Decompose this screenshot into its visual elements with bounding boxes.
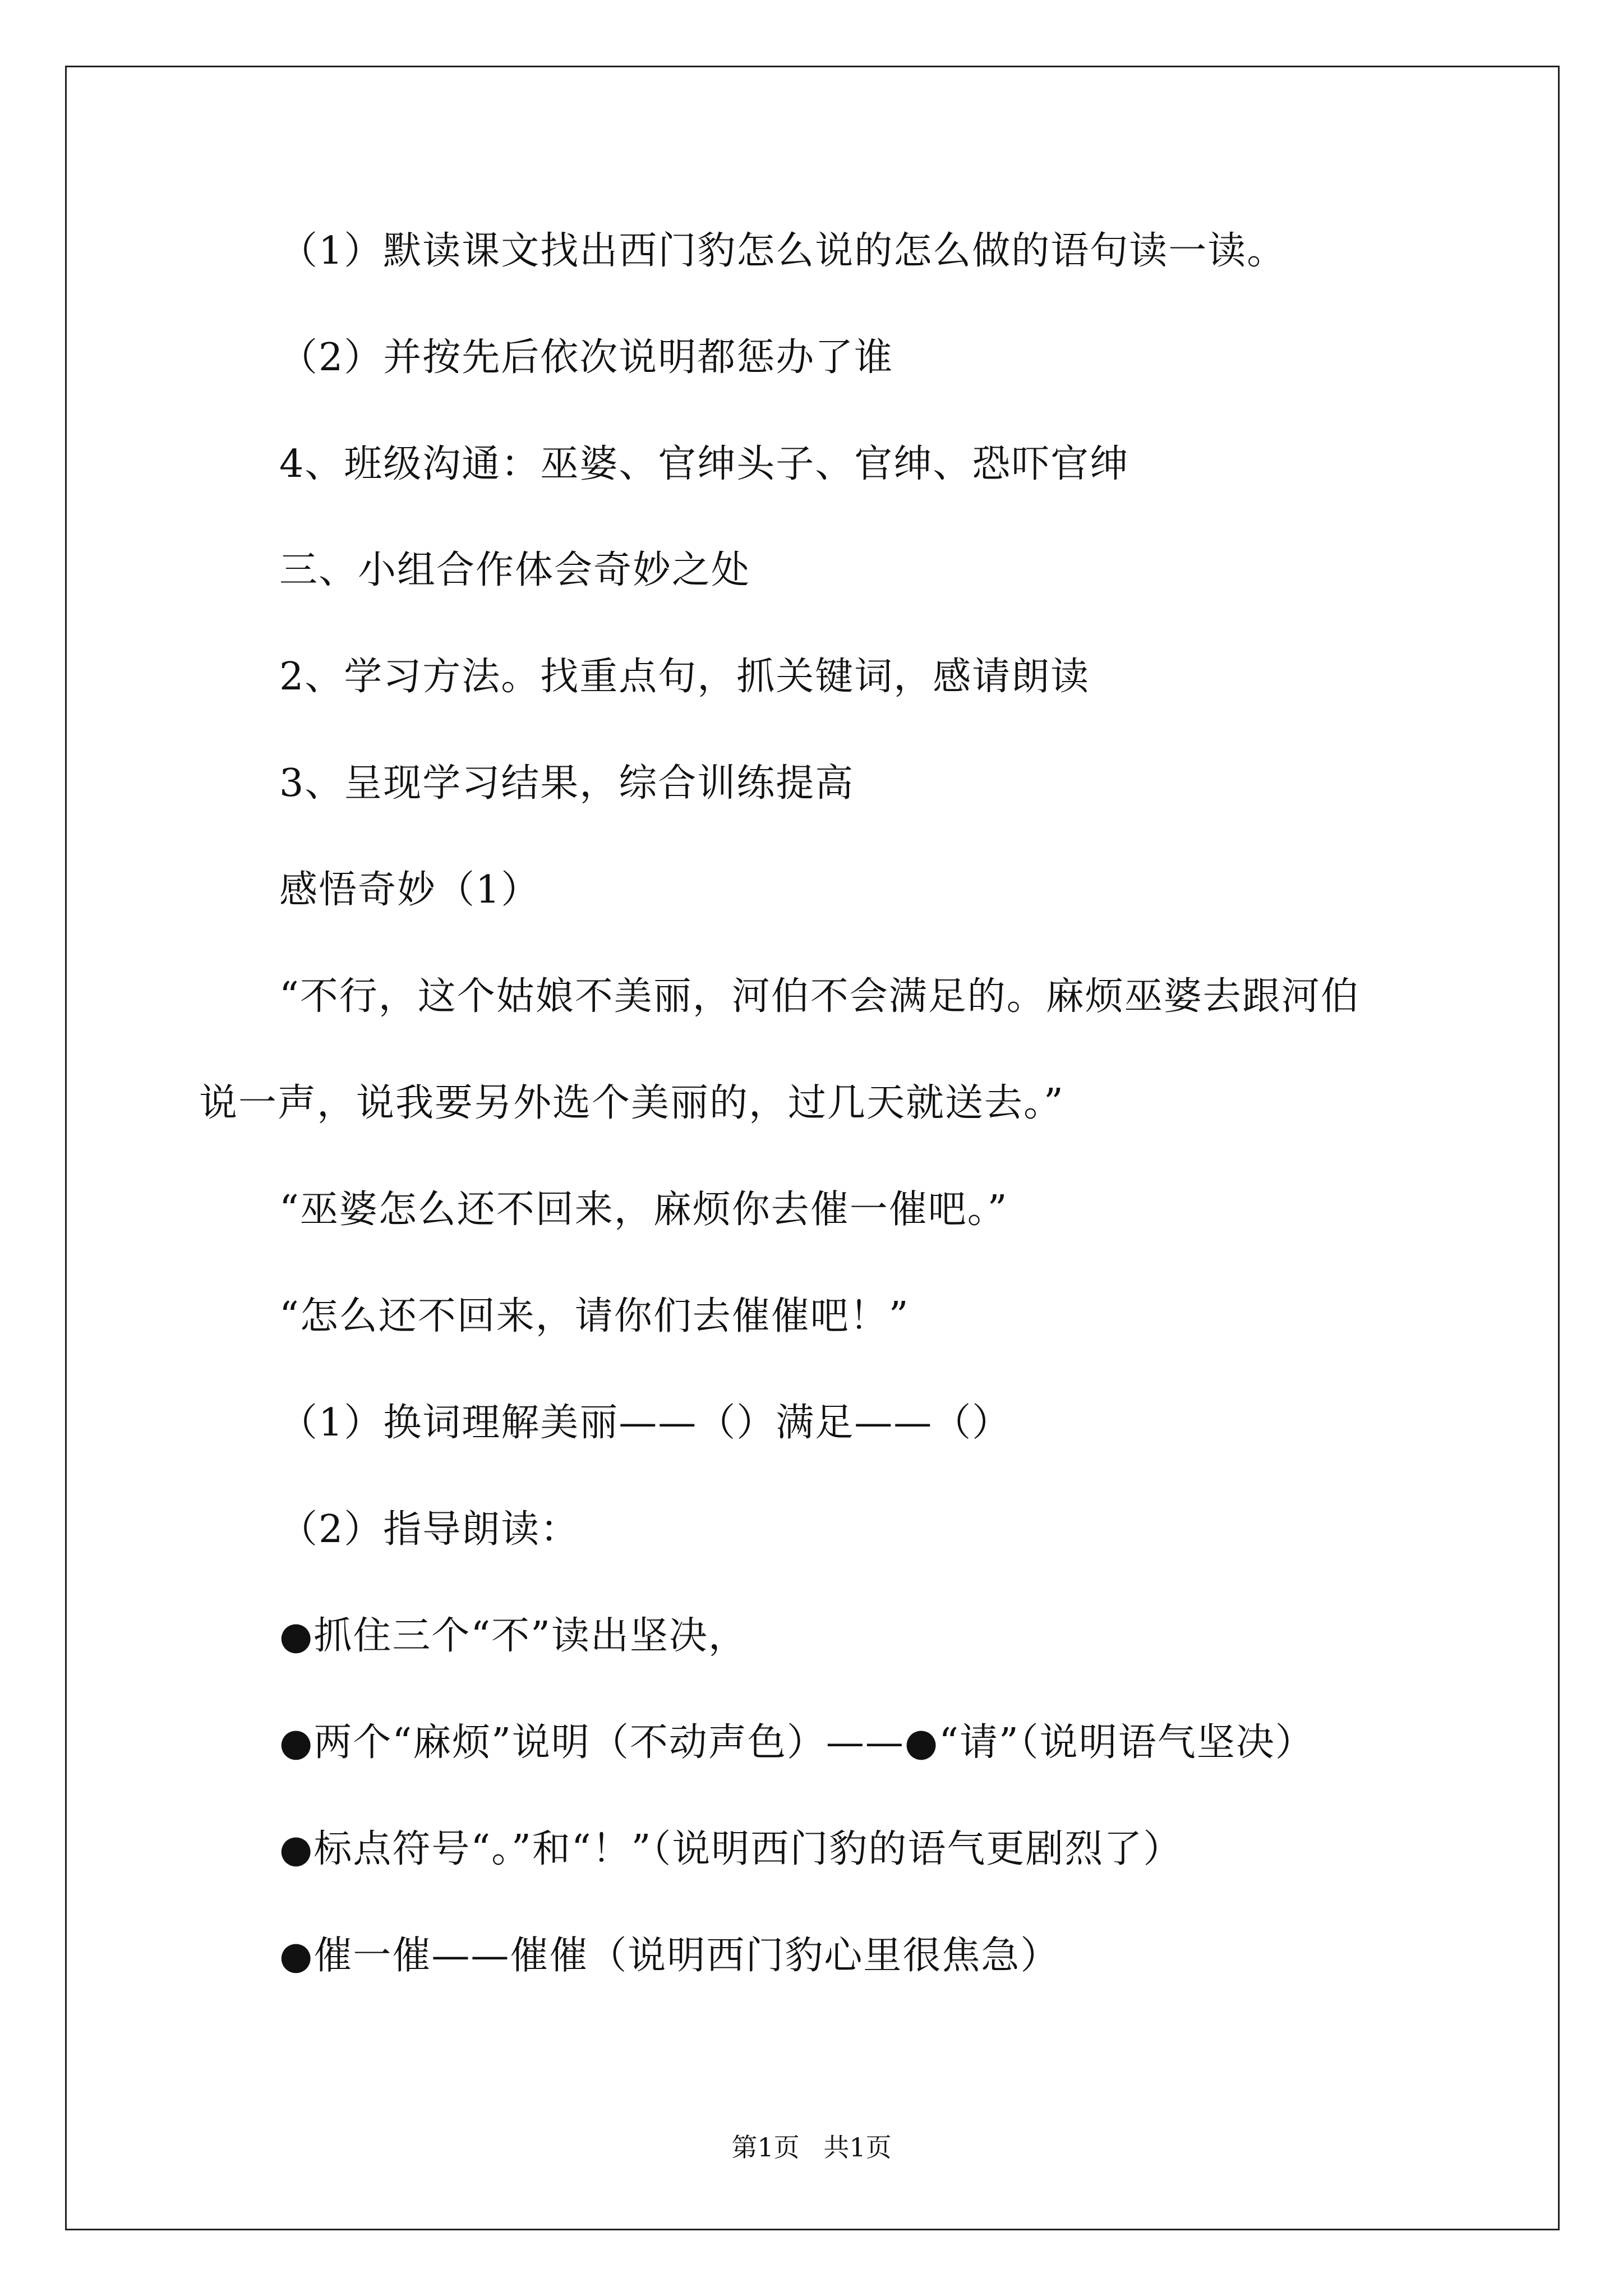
text-line-15: ●两个“麻烦”说明（不动声色）——●“请”（说明语气坚决） [279,1720,1315,1765]
text-line-4: 三、小组合作体会奇妙之处 [279,548,751,592]
text-line-14: ●抓住三个“不”读出坚决， [279,1614,748,1658]
text-line-13: （2）指导朗读： [279,1507,580,1552]
text-line-3: 4、班级沟通：巫婆、官绅头子、官绅、恐吓官绅 [279,442,1129,486]
text-line-2: （2）并按先后依次说明都惩办了谁 [279,335,894,380]
text-line-16: ●标点符号“。”和“！”（说明西门豹的语气更剧烈了） [279,1827,1183,1871]
text-line-17: ●催一催——催催（说明西门豹心里很焦急） [279,1934,1060,1978]
text-line-1: （1）默读课文找出西门豹怎么说的怎么做的语句读一读。 [279,229,1287,273]
text-line-7: 感悟奇妙（1） [279,868,541,912]
page-number-total: 共1页 [823,2132,892,2162]
text-line-8: “不行，这个姑娘不美丽，河伯不会满足的。麻烦巫婆去跟河伯 [279,974,1360,1019]
text-line-10: “巫婆怎么还不回来，麻烦你去催一催吧。” [279,1188,1008,1232]
text-line-12: （1）换词理解美丽——（）满足——（） [279,1401,1012,1445]
text-line-6: 3、呈现学习结果，综合训练提高 [279,761,855,806]
page-frame [65,66,1560,2230]
text-line-11: “怎么还不回来，请你们去催催吧！” [279,1294,910,1338]
text-line-9: 说一声，说我要另外选个美丽的，过几天就送去。” [199,1081,1064,1125]
text-line-5: 2、学习方法。找重点句，抓关键词，感请朗读 [279,655,1090,699]
page-number-current: 第1页 [731,2132,800,2162]
page-footer [0,2132,1623,2163]
